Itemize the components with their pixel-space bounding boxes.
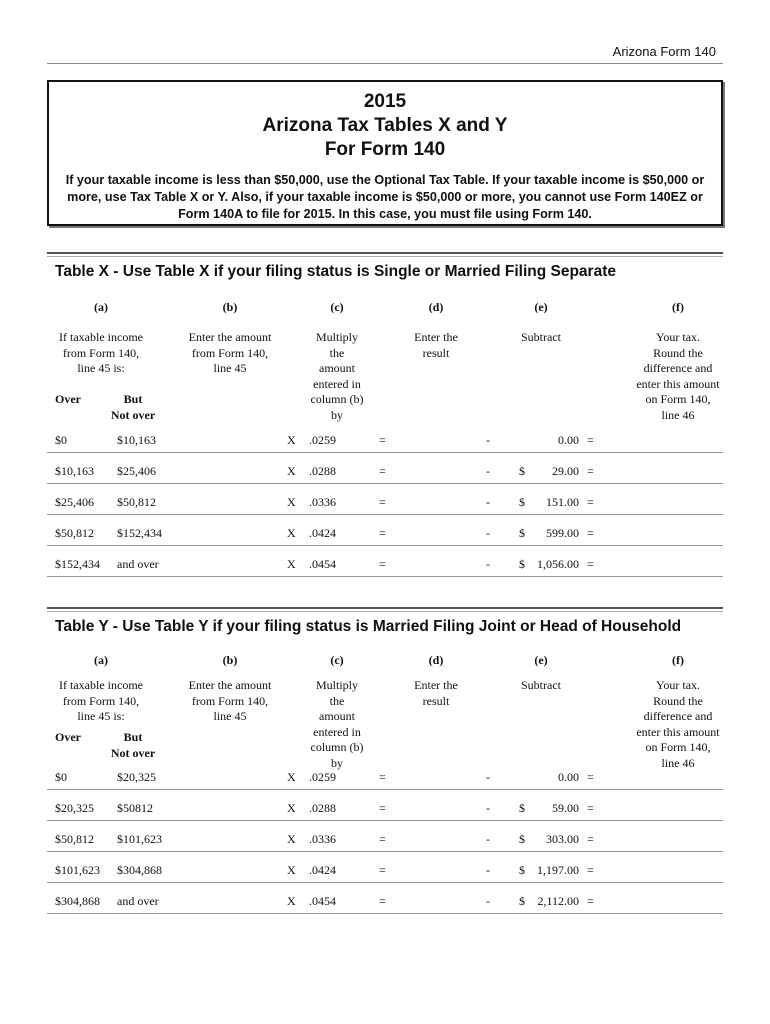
row-over: $25,406 [55,495,94,509]
col-letter-f: (f) [672,300,684,314]
col-letter-c: (c) [330,300,344,314]
row-multiply-sign: X [287,464,296,478]
col-letter-e: (e) [534,300,548,314]
row-dollar-sign: $ [519,801,525,815]
row-over: $0 [55,770,67,784]
col-c-desc-line: by [331,755,343,770]
col-c-desc-line: entered in [313,724,361,739]
row-equals-result: = [587,832,594,846]
col-b-desc-line: Enter the amount [188,330,272,344]
table-y-row [47,798,723,821]
row-equals-result: = [587,433,594,447]
row-minus-sign: - [486,495,490,509]
row-multiply-sign: X [287,894,296,908]
row-equals: = [379,433,386,447]
row-subtract-amount: 0.00 [558,433,579,447]
row-multiply-sign: X [287,495,296,509]
row-over: $50,812 [55,526,94,540]
col-f-desc-line: difference and [643,361,713,375]
row-not-over: $10,163 [117,433,156,447]
row-dollar-sign: $ [519,863,525,877]
row-not-over: $50812 [117,801,153,815]
row-equals: = [379,495,386,509]
col-c-desc-line: by [331,407,343,422]
table-x-row [47,430,723,453]
col-a-desc-line: If taxable income [59,330,143,344]
row-rate: .0288 [309,801,336,815]
row-multiply-sign: X [287,801,296,815]
row-equals: = [379,863,386,877]
table-y-rule [47,607,723,612]
row-minus-sign: - [486,832,490,846]
col-a-but-label [109,392,157,423]
row-not-over: $20,325 [117,770,156,784]
col-e-desc-line: Subtract [521,678,561,692]
col-b-desc-line: Enter the amount [188,678,272,692]
row-equals-result: = [587,770,594,784]
header-year: 2015 [363,91,407,112]
col-a-desc [41,330,161,377]
col-letter-d: (d) [428,300,444,314]
row-dollar-sign: $ [519,464,525,478]
col-a-but-line: But [123,392,143,406]
row-subtract-amount: 0.00 [558,770,579,784]
row-subtract-amount: 599.00 [546,526,579,540]
col-a-desc-line: line 45 is: [77,709,125,723]
col-a-over-label: Over [55,392,81,406]
col-letter-b: (b) [222,300,238,314]
col-letter-d: (d) [428,653,444,667]
header-box [47,80,723,226]
row-minus-sign: - [486,464,490,478]
col-f-desc-line: Round the [653,345,703,360]
row-rate: .0259 [309,770,336,784]
row-equals: = [379,770,386,784]
col-d-desc-line: Enter the [414,330,458,344]
table-y-row [47,860,723,883]
row-equals: = [379,526,386,540]
row-rate: .0424 [309,526,336,540]
row-minus-sign: - [486,557,490,571]
row-minus-sign: - [486,770,490,784]
row-not-over: $101,623 [117,832,162,846]
table-x-row [47,523,723,546]
row-equals: = [379,557,386,571]
row-not-over: $50,812 [117,495,156,509]
col-e-desc [481,678,601,694]
col-letter-e: (e) [534,653,548,667]
col-f-desc [618,330,738,423]
row-not-over: $152,434 [117,526,162,540]
row-minus-sign: - [486,433,490,447]
row-minus-sign: - [486,894,490,908]
row-dollar-sign: $ [519,495,525,509]
table-x-row [47,554,723,577]
row-minus-sign: - [486,863,490,877]
row-equals-result: = [587,557,594,571]
row-over: $304,868 [55,894,100,908]
row-dollar-sign: $ [519,832,525,846]
col-a-over-label: Over [55,730,81,744]
row-rate: .0454 [309,557,336,571]
row-over: $50,812 [55,832,94,846]
col-letter-b: (b) [222,653,238,667]
table-x [47,252,723,582]
col-a-but-label [109,730,157,761]
row-equals: = [379,464,386,478]
col-a-desc-line: If taxable income [59,678,143,692]
row-subtract-amount: 59.00 [552,801,579,815]
row-not-over: $304,868 [117,863,162,877]
header-note: If your taxable income is less than $50,000, use the Optional Tax Table. If your taxable income is $50,000 or more, use Tax Table X or Y. Also, if your taxable income is $50,000 or more, you cannot use Form 140EZ or Form 140A to file for 2015. In this case, you must file using Form 140. [65,173,705,221]
row-multiply-sign: X [287,832,296,846]
col-a-desc-line: from Form 140, [62,345,140,360]
row-subtract-amount: 29.00 [552,464,579,478]
row-not-over: and over [117,894,159,908]
col-b-desc-line: line 45 [213,709,247,723]
table-x-row [47,492,723,515]
col-b-desc-line: from Form 140, [191,693,269,708]
col-f-desc-line: on Form 140, [645,740,711,754]
col-f-desc-line: line 46 [661,755,695,770]
row-rate: .0336 [309,495,336,509]
col-f-desc-line: on Form 140, [645,392,711,406]
header-title: Arizona Tax Tables X and Y [262,115,508,136]
row-subtract-amount: 1,056.00 [537,557,579,571]
row-not-over: $25,406 [117,464,156,478]
col-b-desc [170,678,290,725]
col-c-desc-line: the [329,693,345,708]
col-a-desc-line: from Form 140, [62,693,140,708]
row-over: $101,623 [55,863,100,877]
row-dollar-sign: $ [519,526,525,540]
form-label: Arizona Form 140 [612,44,716,59]
row-equals-result: = [587,495,594,509]
col-c-desc-line: the [329,345,345,360]
col-c-desc-line: Multiply [315,330,358,344]
col-letter-a: (a) [94,300,108,314]
col-f-desc [618,678,738,771]
col-f-desc-line: Your tax. [655,330,701,344]
col-a-but-line: Not over [110,407,156,422]
col-letter-c: (c) [330,653,344,667]
col-d-desc-line: Enter the [414,678,458,692]
top-rule [47,63,723,64]
col-a-but-line: But [123,730,143,744]
table-x-rule [47,252,723,257]
row-equals-result: = [587,526,594,540]
col-f-desc-line: line 46 [661,407,695,422]
col-d-desc [376,330,496,361]
row-over: $10,163 [55,464,94,478]
row-multiply-sign: X [287,770,296,784]
col-c-desc-line: amount [319,709,355,723]
header-subtitle: For Form 140 [324,139,446,160]
row-rate: .0336 [309,832,336,846]
col-f-desc-line: difference and [643,709,713,723]
col-c-desc-line: Multiply [315,678,358,692]
col-a-desc [41,678,161,725]
row-multiply-sign: X [287,557,296,571]
row-minus-sign: - [486,801,490,815]
row-dollar-sign: $ [519,894,525,908]
row-equals-result: = [587,894,594,908]
row-rate: .0259 [309,433,336,447]
row-subtract-amount: 2,112.00 [537,894,579,908]
col-b-desc-line: from Form 140, [191,345,269,360]
row-multiply-sign: X [287,433,296,447]
row-multiply-sign: X [287,863,296,877]
row-multiply-sign: X [287,526,296,540]
table-y [47,607,723,917]
col-b-desc-line: line 45 [213,361,247,375]
table-x-title: Table X - Use Table X if your filing status is Single or Married Filing Separate [55,263,616,280]
row-not-over: and over [117,557,159,571]
col-d-desc-line: result [422,345,450,360]
row-minus-sign: - [486,526,490,540]
col-e-desc-line: Subtract [521,330,561,344]
table-y-row [47,829,723,852]
col-a-desc-line: line 45 is: [77,361,125,375]
row-subtract-amount: 151.00 [546,495,579,509]
col-b-desc [170,330,290,377]
row-over: $152,434 [55,557,100,571]
col-c-desc-line: entered in [313,376,361,391]
table-y-row [47,891,723,914]
table-x-row [47,461,723,484]
col-c-desc-line: column (b) [310,392,364,406]
col-d-desc [376,678,496,709]
col-e-desc [481,330,601,346]
col-f-desc-line: enter this amount [636,376,720,391]
row-over: $0 [55,433,67,447]
col-c-desc-line: amount [319,361,355,375]
col-a-but-line: Not over [110,745,156,760]
col-f-desc-line: Your tax. [655,678,701,692]
table-y-title: Table Y - Use Table Y if your filing status is Married Filing Joint or Head of Household [55,618,682,635]
row-rate: .0454 [309,894,336,908]
row-equals-result: = [587,464,594,478]
col-f-desc-line: enter this amount [636,724,720,739]
row-equals: = [379,894,386,908]
row-rate: .0288 [309,464,336,478]
row-rate: .0424 [309,863,336,877]
col-f-desc-line: Round the [653,693,703,708]
row-subtract-amount: 1,197.00 [537,863,579,877]
col-letter-a: (a) [94,653,108,667]
row-dollar-sign: $ [519,557,525,571]
row-over: $20,325 [55,801,94,815]
col-letter-f: (f) [672,653,684,667]
col-c-desc-line: column (b) [310,740,364,754]
table-y-row [47,767,723,790]
row-subtract-amount: 303.00 [546,832,579,846]
row-equals-result: = [587,801,594,815]
row-equals: = [379,832,386,846]
col-d-desc-line: result [422,693,450,708]
row-equals-result: = [587,863,594,877]
row-equals: = [379,801,386,815]
